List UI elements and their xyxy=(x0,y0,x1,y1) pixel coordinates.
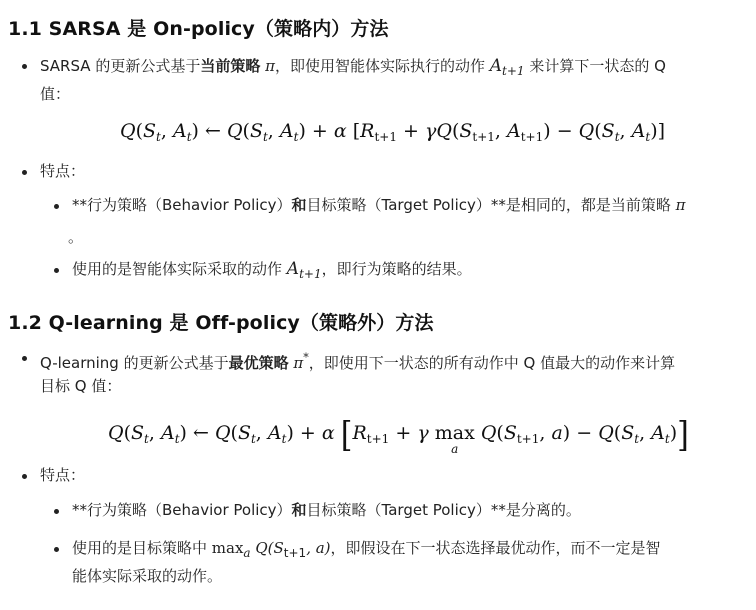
sarsa-feature-policies xyxy=(72,191,742,219)
sub-bullet-dot xyxy=(54,509,59,514)
pi-symbol: π xyxy=(675,196,686,214)
bullet-dot xyxy=(22,64,27,69)
qlearning-feature-2-wrap: 能体实际采取的动作。 xyxy=(72,567,223,585)
pi-symbol: π xyxy=(293,354,304,372)
max-subscript: a xyxy=(243,546,251,560)
sarsa-update-equation: $Q(S_t$, $A_t$) ← $Q(S_t$, $A_t) + \alpha$ [$R_{t+1} + \gamma Q(S_{t+1}$, $A_{t+1}) - Q(S_t$, $A_t$)] xyxy=(120,120,666,144)
sub-bullet-dot xyxy=(54,204,59,209)
section-heading-sarsa: 1.1 SARSA 是 On-policy（策略内）方法 xyxy=(8,18,389,40)
q-function-args: , a) xyxy=(306,539,331,557)
max-operator: max xyxy=(211,539,244,557)
sarsa-intro xyxy=(40,52,730,85)
star-superscript: * xyxy=(303,351,309,364)
qlearning-intro xyxy=(40,344,730,377)
action-symbol: A xyxy=(489,56,503,76)
sub-bullet-dot xyxy=(54,268,59,273)
sarsa-feature-1-post: 目标策略（Target Policy）**是相同的，都是当前策略 xyxy=(306,196,676,214)
sarsa-feature-2-post: ，即行为策略的结果。 xyxy=(321,260,472,278)
qlearning-feature-2-pre: 使用的是目标策略中 xyxy=(72,539,212,557)
qlearning-intro-wrap: 目标 Q 值： xyxy=(40,377,122,395)
qlearning-intro-bold: 最优策略 xyxy=(228,354,289,372)
sarsa-feature-1-pre: **行为策略（Behavior Policy） xyxy=(72,196,292,214)
qlearning-update-equation: $Q(S_t$, $A_t$) ← $Q(S_t$, $A_t) + \alpha$ [$R_{t+1} + \gamma$ max a $Q(S_{t+1}$, $a) - Q(S_t$, $A_t$)] xyxy=(108,415,689,456)
qlearning-feature-policies xyxy=(72,496,581,524)
sarsa-intro-text: SARSA 的更新公式基于 xyxy=(40,57,201,75)
sarsa-feature-action xyxy=(72,255,472,288)
sarsa-intro-mid: ，即使用智能体实际执行的动作 xyxy=(274,57,490,75)
bullet-dot xyxy=(22,170,27,175)
action-subscript: t+1 xyxy=(502,64,525,78)
qlearning-feature-1-bold: 和 xyxy=(291,501,307,519)
qlearning-features-label: 特点： xyxy=(40,466,86,484)
sarsa-intro-wrap: 值： xyxy=(40,85,71,103)
sarsa-feature-1-bold: 和 xyxy=(291,196,307,214)
qlearning-feature-2-post: ，即假设在下一状态选择最优动作，而不一定是智 xyxy=(330,539,661,557)
sub-bullet-dot xyxy=(54,547,59,552)
qlearning-intro-post: ，即使用下一状态的所有动作中 Q 值最大的动作来计算 xyxy=(308,354,676,372)
pi-symbol: π xyxy=(265,57,275,75)
sarsa-intro-bold: 当前策略 xyxy=(200,57,261,75)
state-subscript: t+1 xyxy=(283,546,307,560)
sarsa-feature-1-wrap: 。 xyxy=(68,228,84,246)
bullet-dot xyxy=(22,356,27,361)
action-symbol: A xyxy=(286,259,300,279)
qlearning-feature-1-post: 目标策略（Target Policy）**是分离的。 xyxy=(306,501,581,519)
sarsa-intro-post: 来计算下一状态的 Q xyxy=(524,57,666,75)
action-subscript: t+1 xyxy=(299,267,322,281)
qlearning-feature-1-pre: **行为策略（Behavior Policy） xyxy=(72,501,292,519)
qlearning-intro-text: Q-learning 的更新公式基于 xyxy=(40,354,229,372)
bullet-dot xyxy=(22,474,27,479)
sarsa-feature-2-pre: 使用的是智能体实际采取的动作 xyxy=(72,260,287,278)
sarsa-features-label: 特点： xyxy=(40,162,86,180)
q-function: Q(S xyxy=(250,539,284,557)
section-heading-qlearning: 1.2 Q-learning 是 Off-policy（策略外）方法 xyxy=(8,312,434,334)
